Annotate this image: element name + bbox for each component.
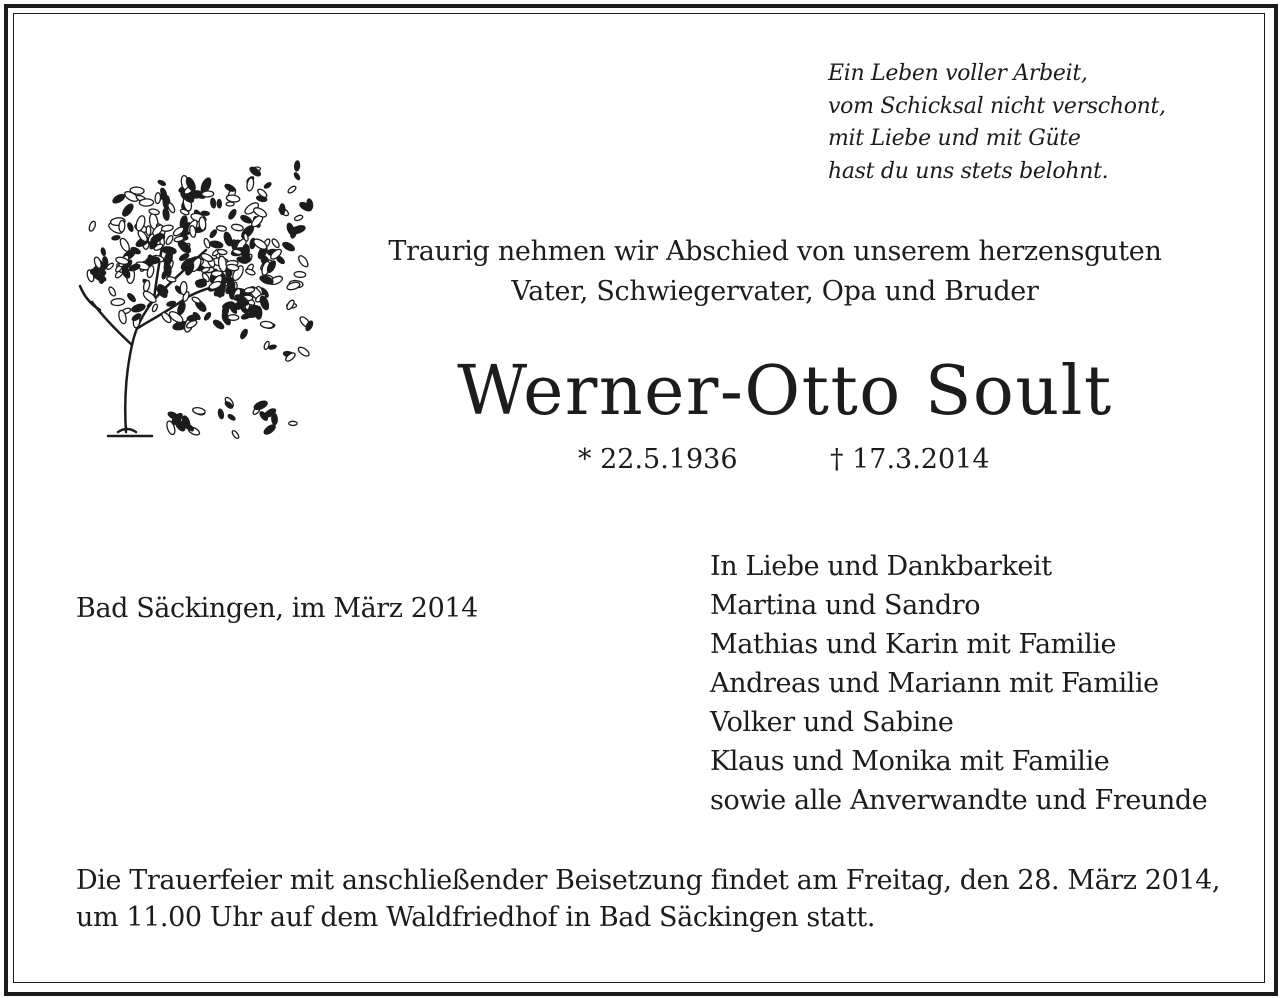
leaf-icon [201, 211, 210, 216]
windblown-tree-icon [60, 140, 330, 450]
leaf-icon [111, 235, 120, 241]
leaf-icon [291, 224, 307, 235]
leaf-icon [111, 298, 125, 306]
leaf-icon [245, 268, 256, 276]
poem [828, 58, 1166, 188]
poem-line: hast du uns stets belohnt. [828, 158, 1109, 184]
leaf-icon [131, 303, 146, 314]
leaf-icon [231, 430, 240, 440]
leaf-icon [228, 315, 239, 321]
leaf-icon [289, 421, 297, 425]
leaf-icon [227, 208, 237, 220]
leaf-icon [297, 346, 311, 358]
leaf-icon [161, 246, 176, 256]
leaf-icon [126, 292, 137, 303]
mourners-list [710, 547, 1207, 820]
leaf-icon [260, 321, 274, 329]
leaf-icon [294, 160, 300, 171]
leaf-icon [287, 185, 297, 194]
leaf-icon [223, 231, 234, 247]
mourner-entry: Mathias und Karin mit Familie [710, 629, 1117, 660]
deceased-name: Werner-Otto Soult [457, 352, 1113, 431]
leaf-icon [216, 225, 227, 232]
leaf-icon [231, 223, 244, 231]
intro-text [360, 232, 1190, 312]
leaf-icon [191, 296, 201, 304]
leaf-icon [209, 229, 218, 239]
leaf-icon [100, 247, 106, 256]
poem-line: Ein Leben voller Arbeit, [828, 61, 1088, 86]
leaf-icon [130, 187, 144, 195]
leaf-icon [286, 281, 301, 291]
leaf-icon [151, 303, 158, 312]
leaf-icon [155, 193, 161, 204]
mourners-heading: In Liebe und Dankbarkeit [710, 551, 1052, 582]
poem-line: mit Liebe und mit Güte [828, 126, 1081, 151]
mourner-entry: sowie alle Anverwandte und Freunde [710, 785, 1208, 816]
leaf-icon [239, 328, 249, 340]
leaf-icon [119, 220, 126, 232]
place-and-date: Bad Säckingen, im März 2014 [76, 593, 478, 624]
leaf-icon [241, 313, 251, 320]
leaf-icon [185, 423, 195, 432]
leaf-icon [111, 193, 126, 205]
leaf-icon [210, 198, 216, 209]
mourner-entry: Volker und Sabine [710, 707, 954, 738]
intro-line-2: Vater, Schwiegervater, Opa und Bruder [511, 276, 1039, 307]
mourner-entry: Martina und Sandro [710, 590, 981, 621]
leaf-icon [203, 311, 212, 321]
funeral-notice [76, 862, 1220, 936]
leaf-icon [166, 276, 176, 283]
leaf-icon [88, 220, 97, 232]
leaf-icon [253, 399, 269, 411]
death-date: † 17.3.2014 [830, 444, 990, 475]
leaf-icon [263, 181, 272, 189]
funeral-notice-line-1: Die Trauerfeier mit anschließender Beisetzung findet am Freitag, den 28. März 2014, [76, 865, 1221, 896]
leaf-icon [294, 271, 306, 278]
leaf-icon [209, 240, 223, 249]
leaf-icon [224, 183, 236, 193]
funeral-notice-line-2: um 11.00 Uhr auf dem Waldfriedhof in Bad Säckingen statt. [76, 902, 876, 933]
leaf-icon [146, 226, 151, 236]
intro-line-1: Traurig nehmen wir Abschied von unserem herzensguten [388, 236, 1162, 267]
leaf-icon [121, 202, 136, 218]
poem-line: vom Schicksal nicht verschont, [828, 93, 1166, 119]
leaf-icon [271, 238, 281, 249]
leaf-icon [217, 199, 222, 208]
leaf-icon [202, 191, 214, 197]
leaf-icon [262, 423, 277, 436]
leaf-icon [293, 172, 301, 181]
leaf-icon [192, 407, 206, 415]
leaf-icon [240, 214, 253, 225]
leaf-icon [227, 413, 236, 421]
leaf-icon [226, 194, 240, 202]
leaf-icon [280, 204, 285, 215]
leaf-icon [108, 286, 117, 297]
mourner-entry: Klaus und Monika mit Familie [710, 746, 1110, 777]
leaf-icon [139, 199, 153, 207]
leaf-icon [187, 314, 199, 322]
leaf-icon [94, 275, 103, 279]
mourner-entry: Andreas und Mariann mit Familie [710, 668, 1159, 699]
birth-date: * 22.5.1936 [578, 444, 738, 475]
leaf-icon [157, 179, 166, 186]
leaf-icon [180, 281, 187, 295]
leaf-icon [259, 274, 275, 286]
leaf-icon [148, 208, 159, 215]
leaf-icon [281, 241, 295, 253]
leaf-icon [165, 235, 174, 246]
leaf-icon [297, 254, 310, 268]
leaf-icon [294, 214, 304, 221]
leaf-icon [285, 299, 295, 311]
leaf-icon [217, 408, 224, 419]
leaf-icon [127, 222, 135, 232]
